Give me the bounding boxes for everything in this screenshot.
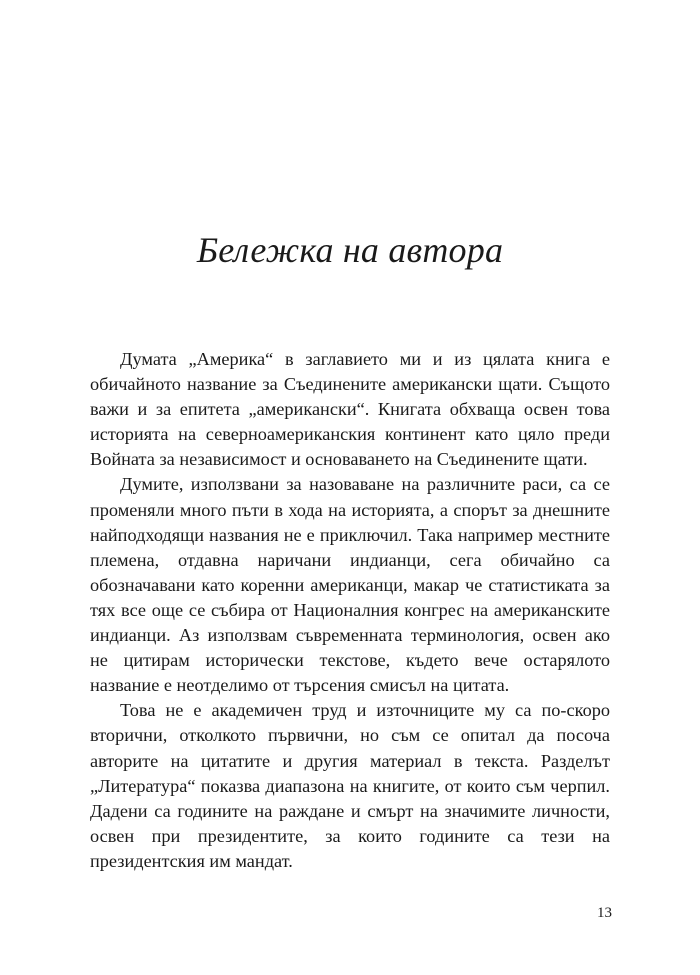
page-number: 13 — [597, 905, 612, 921]
paragraph-3: Това не е академичен труд и източниците му са по-скоро вторични, отколкото първични, но съм се опитал да посоча авторите на цитатите и другия материал в текста. Разделът „Литература“ показва диапазона на книгите, от които съм черпил. Дадени са годините на раждане и смърт на значимите личности, освен при президентите, за които годините са тези на президентския им мандат. — [90, 700, 610, 871]
chapter-title: Бележка на автора — [196, 230, 504, 270]
body-text — [90, 347, 610, 874]
paragraph-2: Думите, използвани за назоваване на различните раси, са се променяли много пъти в хода на историята, а спорът за днешните найподходящи названия не е приключил. Така например местните племена, отдавна наричани индианци, сега обичайно са обозначавани като коренни американци, макар че статистиката за тях все още се събира от Националния конгрес на американските индианци. Аз използвам съвременната терминология, освен ако не цитирам исторически текстове, където вече остарялото название е неотделимо от търсения смисъл на цитата. — [90, 474, 610, 696]
paragraph-1: Думата „Америка“ в заглавието ми и из цялата книга е обичайното название за Съединените американски щати. Същото важи и за епитета „американски“. Книгата обхваща освен това историята на северноамериканския континент като цяло преди Войната за независимост и основаването на Съединените щати. — [90, 349, 610, 470]
